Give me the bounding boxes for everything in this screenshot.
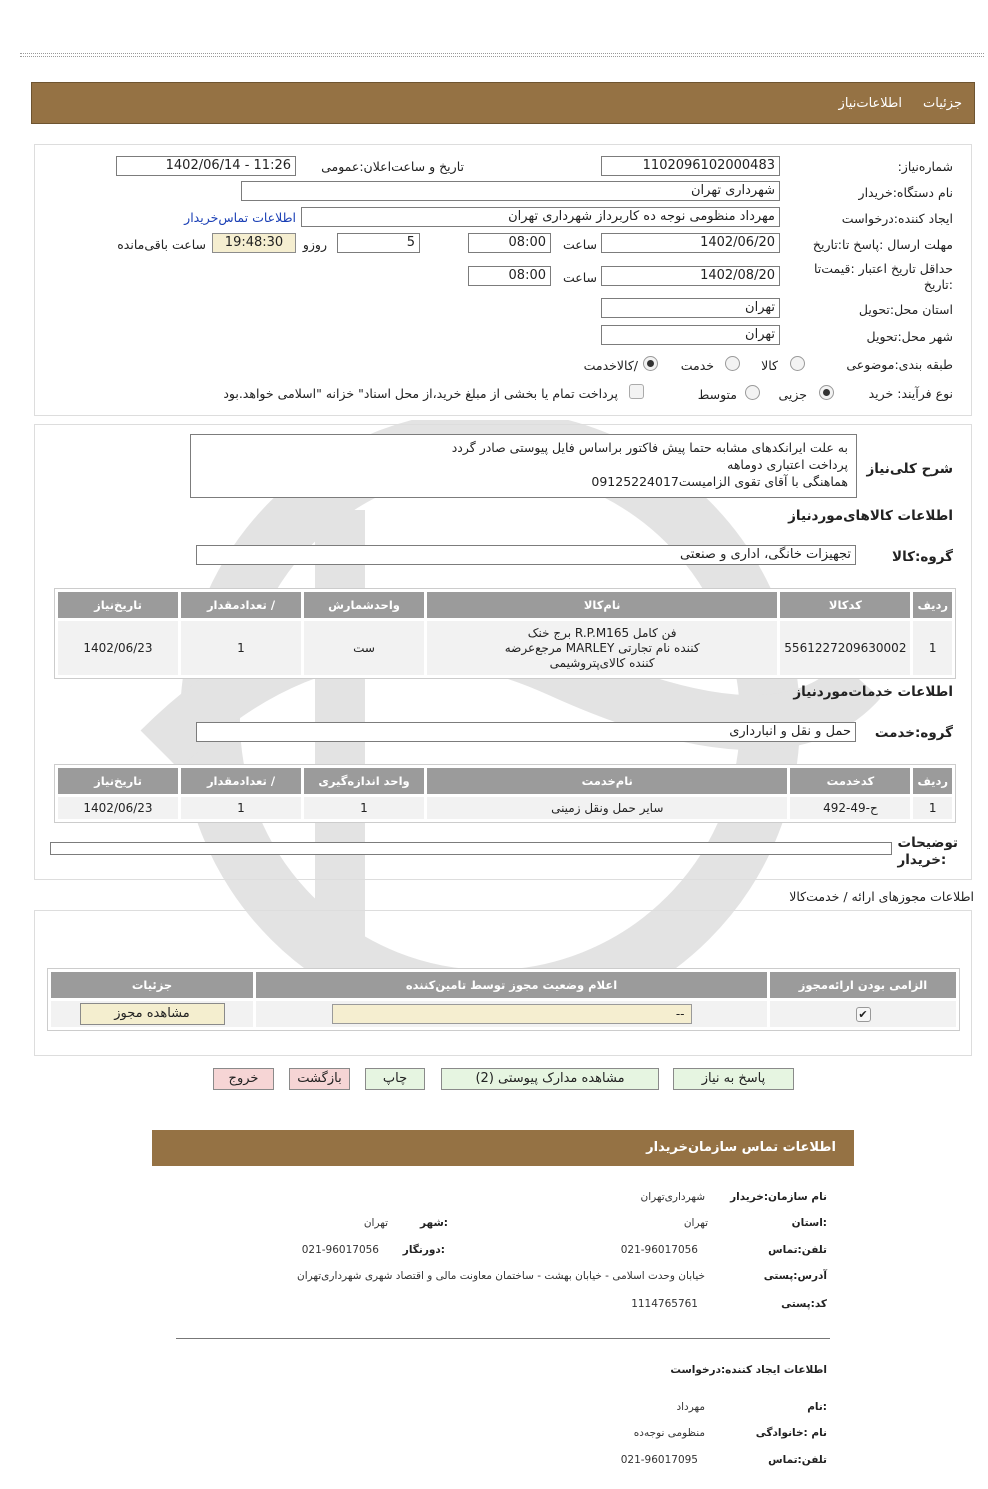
view-permit-button[interactable]: مشاهده مجوز xyxy=(80,1003,225,1025)
validity-time-label: ساعت xyxy=(562,270,597,285)
contact-divider xyxy=(176,1338,830,1339)
province-label: استان محل:تحویل xyxy=(858,302,953,317)
city-label: شهر محل:تحویل xyxy=(866,329,953,344)
validity-label: حداقل تاریخ اعتبار :قیمت‌تا :تاریخ xyxy=(813,261,953,292)
description-label: شرح کلی‌نیاز xyxy=(866,461,953,477)
col-unit: واحد اندازه‌گیری xyxy=(304,768,424,794)
tab-need-info[interactable]: اطلاعات‌نیاز xyxy=(838,96,902,111)
radio-goods-label: کالا xyxy=(761,358,778,373)
creator-name-value: مهرداد xyxy=(676,1401,705,1413)
buyer-contact-link[interactable]: اطلاعات تماس‌خریدار xyxy=(184,210,296,225)
services-table xyxy=(54,764,956,823)
cell-name xyxy=(427,621,777,675)
cell-unit: ست xyxy=(304,621,424,675)
cell-date: 1402/06/23 xyxy=(58,797,178,819)
announce-label: تاریخ و ساعت‌اعلان‌:عمومی xyxy=(321,159,464,174)
description-line-1: به علت ایرانکدهای مشابه حتما پیش فاکتور براساس فایل پیوستی صادر گردد xyxy=(451,440,848,455)
tab-details[interactable]: جزئیات xyxy=(923,96,962,111)
creator-phone-value: 021-96017095 xyxy=(620,1454,698,1466)
contact-postal-label: کد:پستی xyxy=(781,1298,827,1310)
reply-time-field: 08:00 xyxy=(468,233,551,253)
reply-deadline-label: مهلت ارسال :پاسخ تا:تاریخ xyxy=(812,237,953,252)
cell-name: سایر حمل ونقل زمینی xyxy=(427,797,787,819)
table-row xyxy=(58,621,952,675)
creator-info-title: اطلاعات ایجاد کننده:درخواست xyxy=(670,1364,827,1376)
col-need-date: تاریخ‌نیاز xyxy=(58,768,178,794)
exit-button[interactable]: خروج xyxy=(213,1068,274,1090)
radio-service-label: خدمت xyxy=(680,358,714,373)
radio-goods[interactable] xyxy=(790,356,805,371)
col-permit-required: الزامی بودن ارائه‌مجوز xyxy=(770,972,956,998)
announce-field: 1402/06/14 - 11:26 xyxy=(116,156,296,176)
buyer-org-field: شهرداری تهران xyxy=(241,181,780,201)
process-label: نوع فرآیند: خرید xyxy=(868,386,953,401)
need-number-field: 1102096102000483 xyxy=(601,156,780,176)
creator-field: مهرداد منظومی نوجه ده کاربرداز شهرداری تهران xyxy=(301,207,780,227)
validity-time-field: 08:00 xyxy=(468,266,551,286)
goods-group-field: تجهیزات خانگی، اداری و صنعتی xyxy=(196,545,856,565)
col-service-name: نام‌خدمت xyxy=(427,768,787,794)
contact-address-label: آدرس:پستی xyxy=(763,1270,827,1282)
permits-table xyxy=(47,968,960,1031)
contact-phone-label: تلفن:تماس xyxy=(768,1244,827,1256)
services-section-title: اطلاعات خدمات‌موردنیاز xyxy=(793,684,953,700)
creator-name-label: :نام xyxy=(807,1401,827,1413)
col-row-index: ردیف xyxy=(913,592,952,618)
goods-group-label: گروه‌:کالا xyxy=(892,549,953,565)
table-row xyxy=(58,797,952,819)
cell-name-line-1: فن کامل R.P.M165 برج خنک xyxy=(527,625,677,640)
cell-index: 1 xyxy=(913,797,952,819)
back-button[interactable]: بازگشت xyxy=(289,1068,350,1090)
creator-label: ایجاد کننده:درخواست xyxy=(841,211,953,226)
days-label: روزو xyxy=(302,237,327,252)
buyer-notes-label-line-2: :خریدار xyxy=(897,852,947,868)
col-need-date: تاریخ‌نیاز xyxy=(58,592,178,618)
service-group-label: گروه‌:خدمت xyxy=(874,725,953,741)
contact-phone-value: 021-96017056 xyxy=(620,1244,698,1256)
contact-city-label: :شهر xyxy=(420,1217,448,1229)
cell-unit: 1 xyxy=(304,797,424,819)
reply-button[interactable]: پاسخ به نیاز xyxy=(673,1068,794,1090)
need-number-label: شماره‌نیاز: xyxy=(897,159,953,174)
category-label: طبقه بندی:موضوعی xyxy=(846,357,953,372)
contact-org-label: نام سازمان:خریدار xyxy=(730,1191,827,1203)
buyer-notes-label xyxy=(898,835,958,869)
col-unit: واحدشمارش xyxy=(304,592,424,618)
print-button[interactable]: چاپ xyxy=(365,1068,425,1090)
goods-table xyxy=(54,588,956,679)
services-table-header xyxy=(58,768,952,794)
radio-medium-label: متوسط xyxy=(697,387,737,402)
radio-service[interactable] xyxy=(725,356,740,371)
check-icon[interactable]: ✔ xyxy=(856,1007,871,1022)
creator-family-value: منظومی نوجه‌ده xyxy=(633,1427,705,1439)
permits-table-header xyxy=(51,972,956,998)
contact-header xyxy=(152,1130,854,1166)
treasury-payment-checkbox[interactable] xyxy=(629,384,644,399)
col-service-code: کدخدمت xyxy=(790,768,910,794)
attachments-button[interactable]: مشاهده مدارک پیوستی (2) xyxy=(441,1068,659,1090)
buyer-notes-field xyxy=(50,842,892,855)
cell-quantity: 1 xyxy=(181,797,301,819)
treasury-payment-note: پرداخت تمام یا بخشی از مبلغ خرید،از محل اسناد" خزانه "اسلامی خواهد.بود xyxy=(223,386,618,401)
service-group-field: حمل و نقل و انبارداری xyxy=(196,722,856,742)
col-quantity: / تعدادمقدار xyxy=(181,592,301,618)
radio-partial-label: جزیی xyxy=(778,387,807,402)
remaining-time-field: 19:48:30 xyxy=(212,233,296,253)
creator-family-label: نام :خانوادگی xyxy=(755,1427,827,1439)
buyer-notes-label-line-1: توضیحات xyxy=(897,835,958,851)
contact-fax-label: :دورنگار xyxy=(402,1244,445,1256)
reply-time-label: ساعت xyxy=(562,237,597,252)
contact-province-value: تهران xyxy=(683,1217,708,1229)
col-permit-status: اعلام وضعیت مجوز توسط تامین‌کننده xyxy=(256,972,767,998)
cell-quantity: 1 xyxy=(181,621,301,675)
top-divider xyxy=(20,53,984,57)
radio-partial[interactable] xyxy=(819,385,834,400)
cell-name-line-3: کننده کالای‌پتروشیمی xyxy=(549,655,655,670)
contact-fax-value: 021-96017056 xyxy=(301,1244,379,1256)
radio-medium[interactable] xyxy=(745,385,760,400)
days-field: 5 xyxy=(337,233,420,253)
col-goods-name: نام‌کالا xyxy=(427,592,777,618)
validity-date-field: 1402/08/20 xyxy=(601,266,780,286)
contact-address-value: خیابان وحدت اسلامی - خیابان بهشت - ساختمان معاونت مالی و اقتصاد شهری شهرداری‌تهران xyxy=(296,1270,705,1282)
permits-title: اطلاعات مجوزهای ارائه / خدمت‌کالا xyxy=(789,889,974,904)
creator-phone-label: تلفن:تماس xyxy=(768,1454,827,1466)
cell-date: 1402/06/23 xyxy=(58,621,178,675)
cell-required xyxy=(770,1001,956,1027)
cell-details xyxy=(51,1001,253,1027)
description-line-3: هماهنگی با آقای تقوی الزامیست09125224017 xyxy=(591,474,848,489)
remaining-time-label: ساعت باقی‌مانده xyxy=(117,237,206,252)
reply-date-field: 1402/06/20 xyxy=(601,233,780,253)
permit-status-field: -- xyxy=(332,1004,692,1024)
table-row xyxy=(51,1001,956,1027)
col-goods-code: کدکالا xyxy=(780,592,910,618)
cell-code: 5561227209630002 xyxy=(780,621,910,675)
contact-org-value: شهرداری‌تهران xyxy=(640,1191,705,1203)
col-quantity: / تعدادمقدار xyxy=(181,768,301,794)
cell-code: ح-49-492 xyxy=(790,797,910,819)
radio-goods-service[interactable] xyxy=(643,356,658,371)
radio-goods-service-label: /کالاخدمت xyxy=(583,358,638,373)
cell-name-line-2: کننده نام تجارتی MARLEY مرجع‌عرضه xyxy=(504,640,700,655)
description-line-2: پرداخت اعتباری دوماهه xyxy=(727,457,848,472)
city-field: تهران xyxy=(601,325,780,345)
goods-section-title: اطلاعات کالاهای‌موردنیاز xyxy=(788,508,953,524)
buyer-org-label: نام دستگاه‌:خریدار xyxy=(858,185,953,200)
page-header xyxy=(31,82,975,124)
col-row-index: ردیف xyxy=(913,768,952,794)
contact-title: اطلاعات تماس سازمان‌خریدار xyxy=(646,1140,836,1155)
cell-index: 1 xyxy=(913,621,952,675)
contact-city-value: تهران xyxy=(363,1217,388,1229)
contact-postal-value: 1114765761 xyxy=(631,1298,698,1310)
contact-province-label: :استان xyxy=(791,1217,827,1229)
province-field: تهران xyxy=(601,298,780,318)
col-permit-details: جزئیات xyxy=(51,972,253,998)
cell-status xyxy=(256,1001,767,1027)
goods-table-header xyxy=(58,592,952,618)
description-box xyxy=(190,434,857,498)
